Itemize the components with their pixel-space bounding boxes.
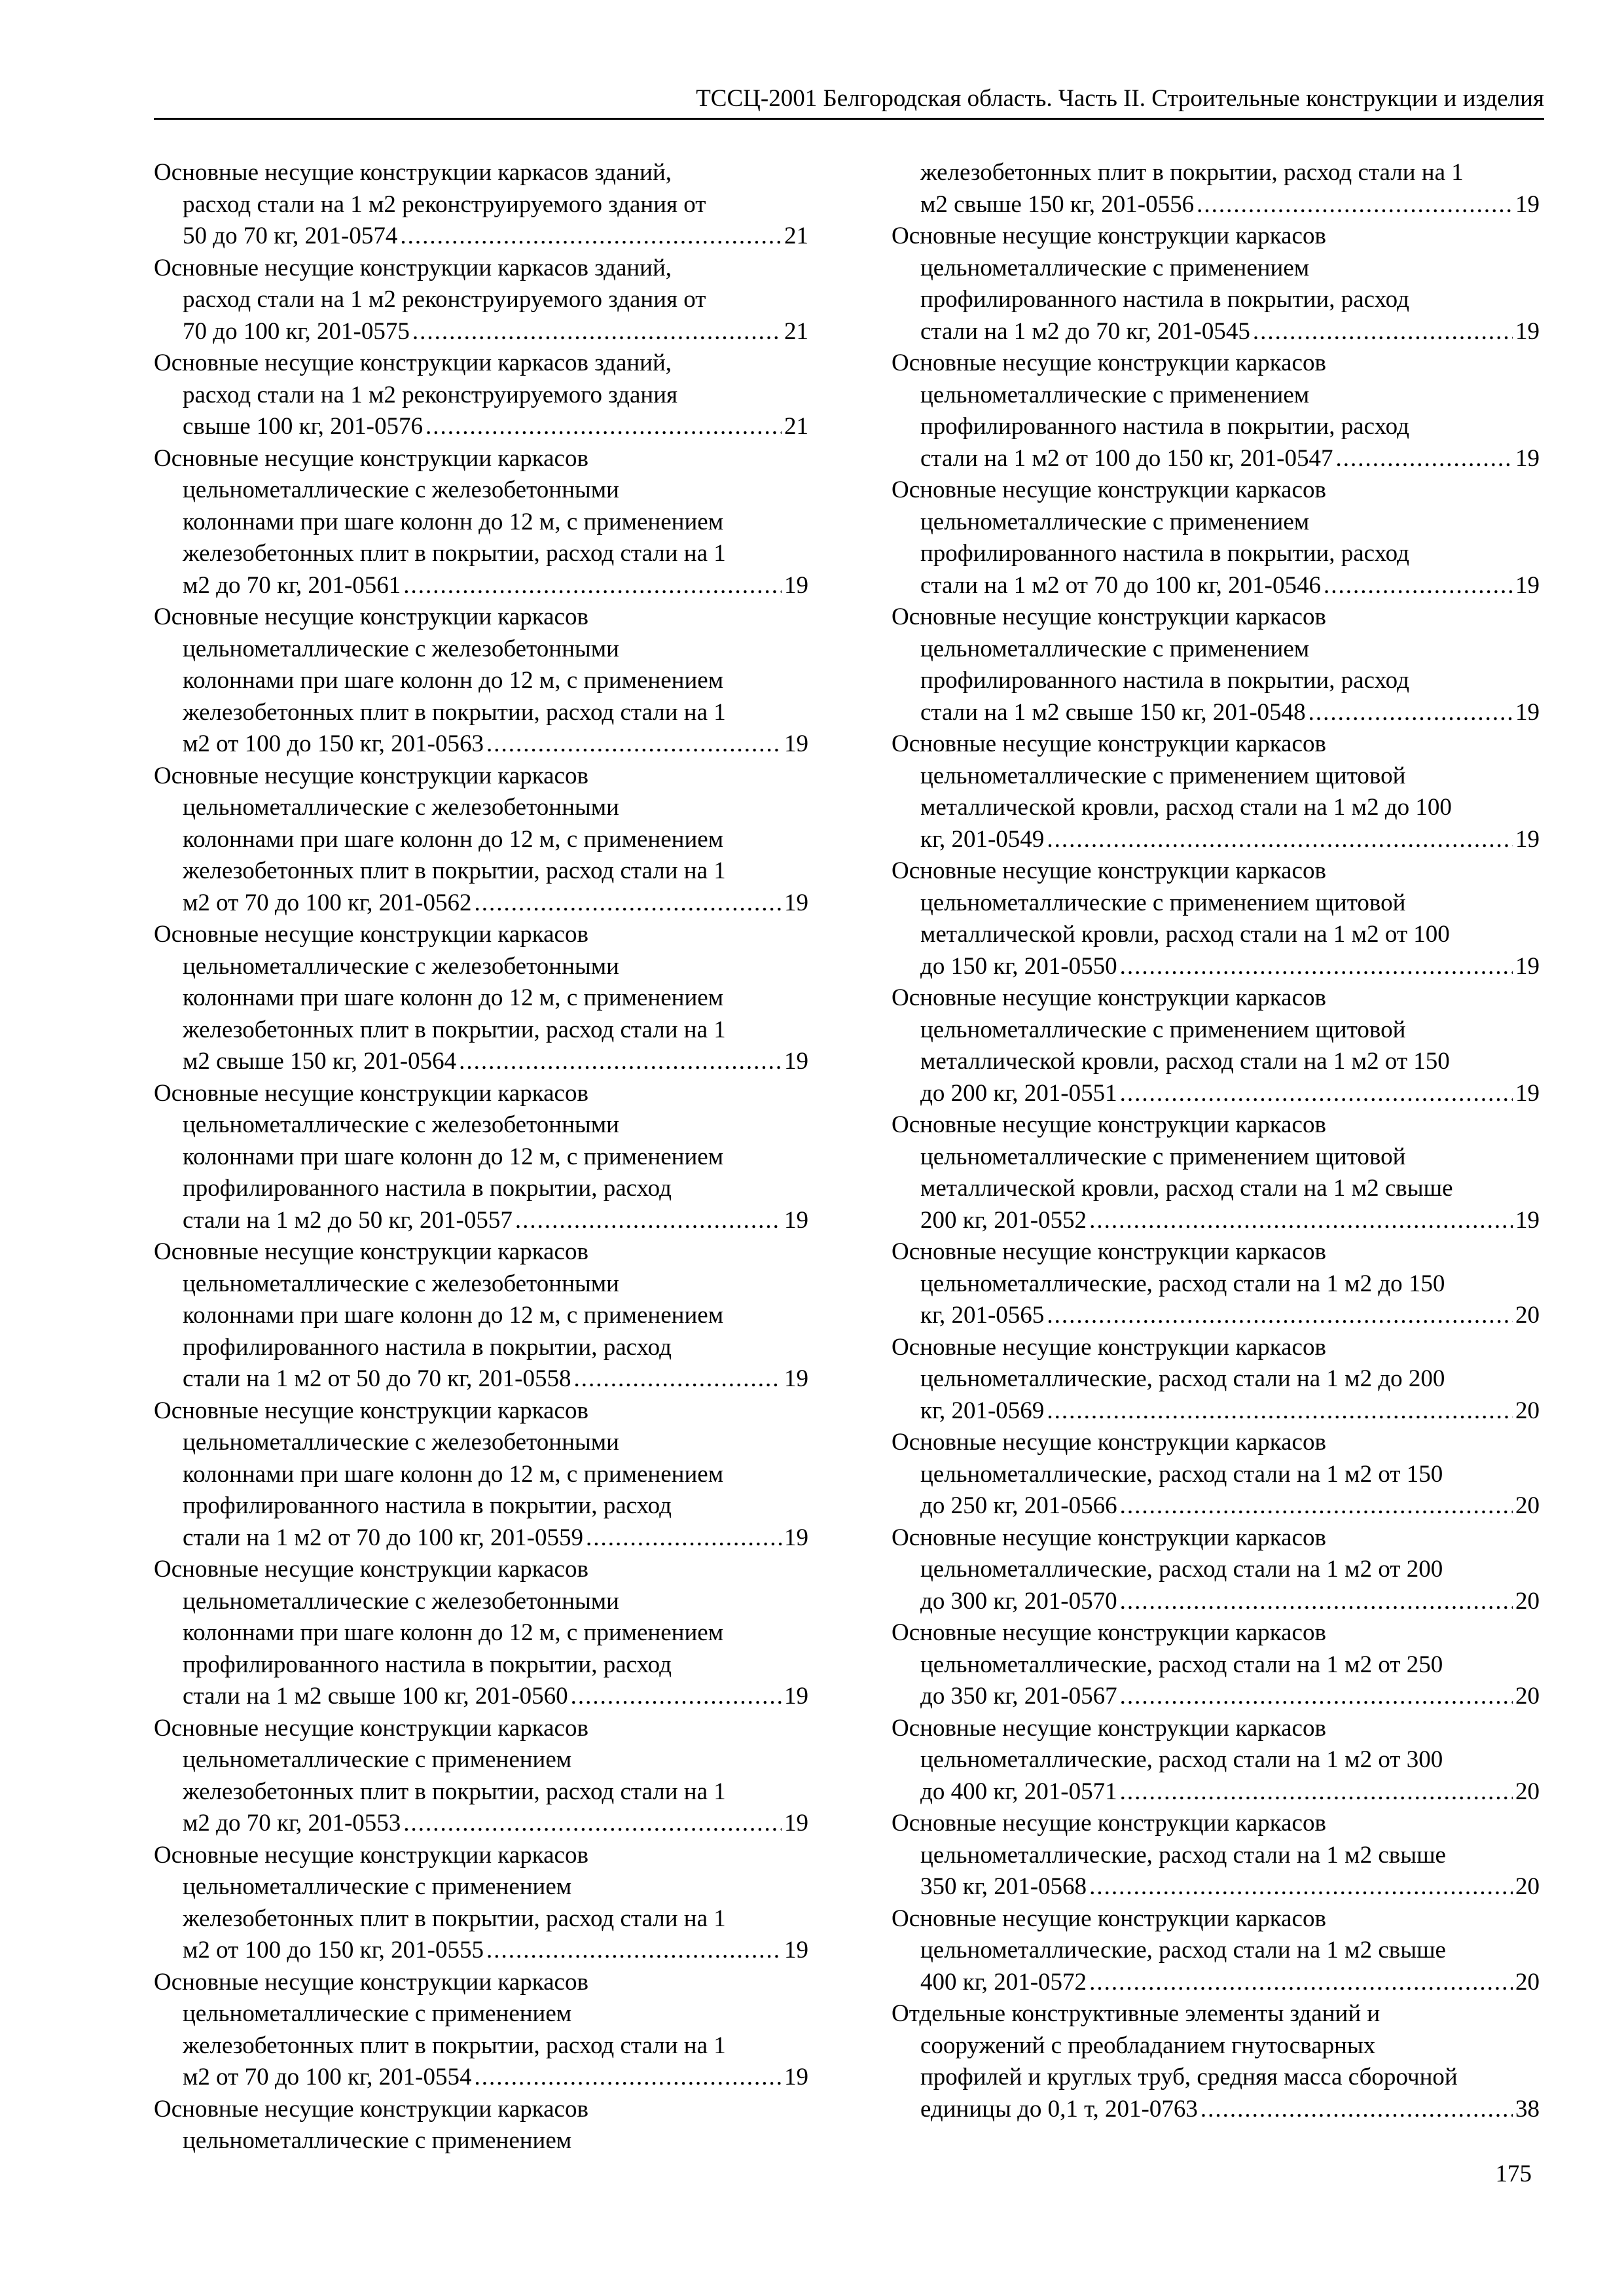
index-entry-line: Основные несущие конструкции каркасов зданий, [154,350,672,376]
index-entry-line: цельнометаллические с железобетонными [183,952,619,980]
index-entry-line: железобетонных плит в покрытии, расход стали на 1 [183,2032,726,2059]
index-entry [154,1236,808,1395]
index-entry-line: Основные несущие конструкции каркасов [154,1238,588,1265]
dot-leader [1120,951,1513,983]
dot-leader [1089,1205,1513,1237]
index-entry-code: м2 от 100 до 150 кг, 201-0555 [183,1937,484,1964]
index-entry-page: 21 [784,223,808,249]
index-entry-line: Основные несущие конструкции каркасов [892,1429,1326,1456]
index-entry [892,1617,1540,1713]
index-entry-code: стали на 1 м2 свыше 150 кг, 201-0548 [920,698,1306,726]
dot-leader [403,570,782,602]
index-entry-line: цельнометаллические с железобетонными [183,1111,619,1138]
page-number: 175 [1495,2161,1532,2187]
index-entry-line: цельнометаллические, расход стали на 1 м2 от 250 [920,1651,1443,1678]
index-entry-line: металлической кровли, расход стали на 1 м2 свыше [920,1175,1453,1202]
index-entry-line: Отдельные конструктивные элементы зданий и [892,2000,1380,2027]
index-entry [154,761,808,920]
dot-leader [1047,1300,1513,1332]
index-entry-page: 19 [784,1524,808,1551]
index-entry-line: колоннами при шаге колонн до 12 м, с применением [183,508,724,535]
dot-leader [571,1681,782,1713]
index-entry-page: 19 [784,730,808,757]
index-entry-code: 400 кг, 201-0572 [920,1968,1087,1996]
index-entry-code: 200 кг, 201-0552 [920,1206,1087,1234]
index-entry-leader-line [154,1363,808,1395]
index-entry-line: цельнометаллические с применением щитовой [920,1143,1406,1170]
index-entry-line: Основные несущие конструкции каркасов [892,857,1326,884]
index-entry-page: 19 [1515,317,1540,345]
index-entry [892,1427,1540,1522]
index-entry-line: цельнометаллические с применением [920,381,1310,408]
index-entry-line: железобетонных плит в покрытии, расход стали на 1 [183,540,726,567]
index-entry-code: м2 от 70 до 100 кг, 201-0562 [183,889,472,916]
index-entry [154,443,808,602]
dot-leader [486,1935,782,1967]
index-entry-line: колоннами при шаге колонн до 12 м, с применением [183,1143,724,1170]
index-entry-line: цельнометаллические с применением [920,635,1310,662]
index-entry-line: сооружений с преобладанием гнутосварных [920,2032,1376,2059]
index-entry [154,1078,808,1237]
index-entry [892,1903,1540,1999]
index-entry-line: расход стали на 1 м2 реконструируемого здания от [183,190,706,218]
index-entry-code: стали на 1 м2 от 100 до 150 кг, 201-0547 [920,444,1333,472]
index-entry-line: Основные несущие конструкции каркасов [892,984,1326,1011]
index-entry-page: 19 [1515,952,1540,980]
index-entry-line: Основные несущие конструкции каркасов [154,444,588,472]
index-entry-line: колоннами при шаге колонн до 12 м, с применением [183,1302,724,1329]
index-entry-leader-line [892,1776,1540,1808]
index-entry-line: Основные несущие конструкции каркасов [154,1556,588,1583]
index-entry-leader-line [892,443,1540,475]
index-entry-leader-line [892,316,1540,348]
index-entry-page: 38 [1515,2095,1540,2123]
index-entry-line: Основные несущие конструкции каркасов [892,730,1326,757]
index-entry-line: цельнометаллические с железобетонными [183,476,619,503]
index-entry-page: 20 [1515,1778,1540,1805]
dot-leader [400,221,782,253]
index-entry [154,919,808,1078]
index-entry [154,2094,808,2157]
index-entry-leader-line [892,1205,1540,1237]
index-entry [154,348,808,443]
dot-leader [1047,1395,1513,1427]
index-entry-line: цельнометаллические, расход стали на 1 м2 от 200 [920,1556,1443,1583]
index-entry-leader-line [892,570,1540,602]
index-entry-line: Основные несущие конструкции каркасов [892,1714,1326,1742]
index-entry-line: железобетонных плит в покрытии, расход стали на 1 [183,1778,726,1805]
index-entry-page: 19 [784,1683,808,1710]
index-entry-line: Основные несущие конструкции каркасов [892,476,1326,503]
index-entry-leader-line [154,2062,808,2094]
index-entry-line: цельнометаллические, расход стали на 1 м2 от 150 [920,1460,1443,1488]
index-entry [892,475,1540,601]
dot-leader [1253,316,1513,348]
index-entry-line: Основные несущие конструкции каркасов [892,1111,1326,1138]
index-entry-code: свыше 100 кг, 201-0576 [183,413,423,440]
index-entry [892,1713,1540,1808]
index-entry-leader-line [892,1395,1540,1427]
index-entry-line: цельнометаллические с железобетонными [183,1270,619,1297]
dot-leader [1336,443,1513,475]
index-entry [892,1332,1540,1427]
index-entry-line: Основные несущие конструкции каркасов [154,1714,588,1742]
index-entry-page: 20 [1515,1302,1540,1329]
index-entry-code: м2 свыше 150 кг, 201-0556 [920,190,1195,218]
index-entry-line: Основные несущие конструкции каркасов [154,2095,588,2123]
index-entry-line: Основные несущие конструкции каркасов [154,762,588,789]
index-entry-leader-line [154,888,808,920]
dot-leader [574,1363,782,1395]
index-entry-page: 19 [784,1810,808,1837]
index-entry-line: Основные несущие конструкции каркасов [892,1905,1326,1932]
index-entry-line: профилированного настила в покрытии, расход [920,540,1409,567]
index-entry [154,157,808,253]
index-entry-line: Основные несущие конструкции каркасов [154,1397,588,1424]
index-entry-leader-line [154,411,808,443]
index-entry-line: профилированного настила в покрытии, расход [920,667,1409,694]
index-entry-line: профилированного настила в покрытии, расход [183,1333,672,1361]
index-entry-line: Основные несущие конструкции каркасов [892,1810,1326,1837]
index-entry-leader-line [154,1522,808,1554]
index-entry [892,221,1540,348]
index-entry [892,601,1540,728]
dot-leader [474,2062,782,2094]
index-entry-line: металлической кровли, расход стали на 1 м2 до 100 [920,794,1452,821]
index-entry-page: 21 [784,317,808,345]
index-entry-line: колоннами при шаге колонн до 12 м, с применением [183,667,724,694]
index-entry-leader-line [892,1300,1540,1332]
index-entry-leader-line [892,189,1540,221]
index-entry-line: железобетонных плит в покрытии, расход стали на 1 [183,698,726,726]
running-header [154,80,1544,120]
index-entry-page: 19 [1515,1079,1540,1107]
index-entry-page: 20 [1515,1683,1540,1710]
index-entry [892,1808,1540,1903]
dot-leader [1120,1490,1513,1522]
index-entry-line: профилированного настила в покрытии, расход [920,286,1409,313]
index-entry-line: металлической кровли, расход стали на 1 м2 от 100 [920,921,1450,948]
dot-leader [1120,1681,1513,1713]
index-entry-code: до 300 кг, 201-0570 [920,1587,1117,1615]
index-entry-page: 19 [1515,1206,1540,1234]
index-entry-code: м2 от 70 до 100 кг, 201-0554 [183,2064,472,2090]
dot-leader [1120,1586,1513,1618]
index-entry-line: цельнометаллические с применением щитовой [920,889,1406,916]
index-entry-leader-line [892,1078,1540,1110]
index-entry-leader-line [892,697,1540,729]
index-column-left [154,157,808,2157]
index-entry-line: железобетонных плит в покрытии, расход стали на 1 [920,159,1464,186]
index-entry-page: 19 [784,1206,808,1234]
index-entry-line: цельнометаллические, расход стали на 1 м2 до 150 [920,1270,1445,1297]
index-entry-line: цельнометаллические с применением [183,2127,572,2154]
index-entry-line: расход стали на 1 м2 реконструируемого здания [183,381,678,408]
dot-leader [425,411,782,443]
index-entry-line: цельнометаллические, расход стали на 1 м2 свыше [920,1937,1446,1964]
index-entry-line: Основные несущие конструкции каркасов [892,350,1326,376]
index-entry-line: цельнометаллические с применением [183,1746,572,1773]
index-entry [892,348,1540,475]
index-entry-page: 19 [784,571,808,599]
dot-leader [1089,1967,1513,1999]
index-entry-line: профилированного настила в покрытии, расход [183,1492,672,1519]
index-entry-line: Основные несущие конструкции каркасов [892,223,1326,249]
index-entry-line: Основные несущие конструкции каркасов зданий, [154,254,672,281]
index-entry-page: 19 [1515,190,1540,218]
index-entry [892,1236,1540,1332]
index-entry-code: стали на 1 м2 от 70 до 100 кг, 201-0559 [183,1524,583,1551]
index-entry-page: 19 [784,1937,808,1964]
dot-leader [515,1205,782,1237]
index-entry-code: стали на 1 м2 свыше 100 кг, 201-0560 [183,1683,568,1710]
index-entry-page: 19 [1515,825,1540,853]
index-entry-code: единицы до 0,1 т, 201-0763 [920,2095,1198,2123]
dot-leader [1120,1078,1513,1110]
index-entry [154,1554,808,1713]
index-entry-code: до 150 кг, 201-0550 [920,952,1117,980]
index-entry-line: цельнометаллические с применением щитовой [920,762,1406,789]
index-entry-leader-line [892,1681,1540,1713]
index-entry-leader-line [154,1935,808,1967]
dot-leader [1308,697,1513,729]
index-entry [154,1967,808,2094]
dot-leader [412,316,782,348]
index-entry-leader-line [892,2094,1540,2126]
index-entry-code: 50 до 70 кг, 201-0574 [183,223,398,249]
index-entry-line: Основные несущие конструкции каркасов [154,1968,588,1996]
index-entry [154,1840,808,1967]
index-entry-line: металлической кровли, расход стали на 1 м2 от 150 [920,1048,1450,1075]
index-entry-code: м2 до 70 кг, 201-0553 [183,1810,401,1837]
index-entry-code: м2 от 100 до 150 кг, 201-0563 [183,730,484,757]
index-entry [892,157,1540,221]
index-entry-line: цельнометаллические, расход стали на 1 м2 до 200 [920,1365,1445,1392]
index-entry-leader-line [154,316,808,348]
index-entry-line: цельнометаллические, расход стали на 1 м2 от 300 [920,1746,1443,1773]
index-entry-line: колоннами при шаге колонн до 12 м, с применением [183,1619,724,1646]
dot-leader [1200,2094,1513,2126]
index-entry-line: цельнометаллические с применением [920,254,1310,281]
index-entry-code: м2 до 70 кг, 201-0561 [183,571,401,599]
index-entry-line: Основные несущие конструкции каркасов [154,921,588,948]
index-entry-leader-line [154,1046,808,1078]
index-entry-line: Основные несущие конструкции каркасов [892,603,1326,630]
index-entry [892,1998,1540,2125]
index-entry-line: колоннами при шаге колонн до 12 м, с применением [183,825,724,853]
index-entry-code: 70 до 100 кг, 201-0575 [183,317,410,345]
header-title: ТССЦ-2001 Белгородская область. Часть II. Строительные конструкции и изделия [696,85,1544,112]
dot-leader [459,1046,782,1078]
index-entry [154,601,808,761]
index-entry-leader-line [154,1808,808,1840]
index-entry-page: 19 [1515,698,1540,726]
index-entry-page: 19 [784,1365,808,1392]
index-entry-line: цельнометаллические с применением [183,2000,572,2027]
index-entry-code: 350 кг, 201-0568 [920,1873,1087,1900]
index-entry-line: цельнометаллические с применением [183,1873,572,1900]
index-entry-code: до 400 кг, 201-0571 [920,1778,1117,1805]
index-entry-line: Основные несущие конструкции каркасов [892,1333,1326,1361]
dot-leader [1324,570,1513,602]
index-entry-leader-line [892,1871,1540,1903]
index-entry-line: Основные несущие конструкции каркасов [154,603,588,630]
index-entry-page: 19 [1515,571,1540,599]
index-entry-leader-line [154,1681,808,1713]
dot-leader [1047,824,1513,856]
index-entry-code: кг, 201-0549 [920,825,1045,853]
index-entry-line: профилей и круглых труб, средняя масса сборочной [920,2064,1458,2090]
index-entry-line: цельнометаллические с железобетонными [183,1587,619,1615]
dot-leader [1197,189,1513,221]
index-entry-line: железобетонных плит в покрытии, расход стали на 1 [183,1016,726,1043]
index-entry-leader-line [154,221,808,253]
index-entry [892,1109,1540,1236]
index-entry-page: 20 [1515,1873,1540,1900]
index-entry-code: стали на 1 м2 до 70 кг, 201-0545 [920,317,1250,345]
index-entry-line: профилированного настила в покрытии, расход [183,1175,672,1202]
index-entry-line: профилированного настила в покрытии, расход [920,413,1409,440]
index-entry-page: 19 [784,2064,808,2090]
index-entry-page: 20 [1515,1492,1540,1519]
index-entry-leader-line [892,824,1540,856]
index-entry-line: цельнометаллические, расход стали на 1 м2 свыше [920,1841,1446,1869]
index-entry [154,1395,808,1554]
index-entry-line: железобетонных плит в покрытии, расход стали на 1 [183,857,726,884]
index-entry [892,982,1540,1109]
index-entry-line: железобетонных плит в покрытии, расход стали на 1 [183,1905,726,1932]
index-entry-leader-line [892,1490,1540,1522]
index-entry-leader-line [154,728,808,761]
index-entry-code: стали на 1 м2 от 70 до 100 кг, 201-0546 [920,571,1321,599]
index-entry-code: до 250 кг, 201-0566 [920,1492,1117,1519]
index-entry-line: расход стали на 1 м2 реконструируемого здания от [183,286,706,313]
index-entry-line: профилированного настила в покрытии, расход [183,1651,672,1678]
index-entry-line: цельнометаллические с применением щитовой [920,1016,1406,1043]
index-entry-page: 20 [1515,1968,1540,1996]
index-entry-line: Основные несущие конструкции каркасов [154,1841,588,1869]
index-entry-line: Основные несущие конструкции каркасов [892,1238,1326,1265]
index-entry-line: Основные несущие конструкции каркасов [892,1524,1326,1551]
index-entry-code: кг, 201-0565 [920,1302,1045,1329]
index-entry-code: до 200 кг, 201-0551 [920,1079,1117,1107]
index-entry-leader-line [892,1586,1540,1618]
index-entry-page: 20 [1515,1587,1540,1615]
index-entry-line: цельнометаллические с железобетонными [183,1429,619,1456]
index-entry [892,728,1540,855]
index-entry-leader-line [154,1205,808,1237]
dot-leader [1089,1871,1513,1903]
index-entry-page: 21 [784,413,808,440]
index-entry-line: колоннами при шаге колонн до 12 м, с применением [183,984,724,1011]
dot-leader [474,888,782,920]
index-entry-leader-line [154,570,808,602]
index-entry-code: м2 свыше 150 кг, 201-0564 [183,1048,457,1075]
index-column-right [892,157,1540,2125]
index-entry-line: Основные несущие конструкции каркасов [154,1079,588,1107]
index-entry [154,253,808,348]
index-entry-line: Основные несущие конструкции каркасов [892,1619,1326,1646]
index-entry-leader-line [892,1967,1540,1999]
index-entry-line: цельнометаллические с применением [920,508,1310,535]
index-entry-page: 19 [784,889,808,916]
index-entry-page: 20 [1515,1397,1540,1424]
index-entry-leader-line [892,951,1540,983]
index-entry [892,1522,1540,1618]
index-entry-line: цельнометаллические с железобетонными [183,635,619,662]
index-entry-line: цельнометаллические с железобетонными [183,794,619,821]
dot-leader [586,1522,782,1554]
dot-leader [486,728,782,761]
dot-leader [403,1808,782,1840]
index-entry-code: стали на 1 м2 от 50 до 70 кг, 201-0558 [183,1365,571,1392]
index-entry [154,1713,808,1840]
index-entry-code: до 350 кг, 201-0567 [920,1683,1117,1710]
dot-leader [1120,1776,1513,1808]
index-entry-page: 19 [1515,444,1540,472]
index-entry-code: кг, 201-0569 [920,1397,1045,1424]
index-entry [892,855,1540,982]
index-entry-code: стали на 1 м2 до 50 кг, 201-0557 [183,1206,513,1234]
index-entry-page: 19 [784,1048,808,1075]
index-entry-line: Основные несущие конструкции каркасов зданий, [154,159,672,186]
index-entry-line: колоннами при шаге колонн до 12 м, с применением [183,1460,724,1488]
